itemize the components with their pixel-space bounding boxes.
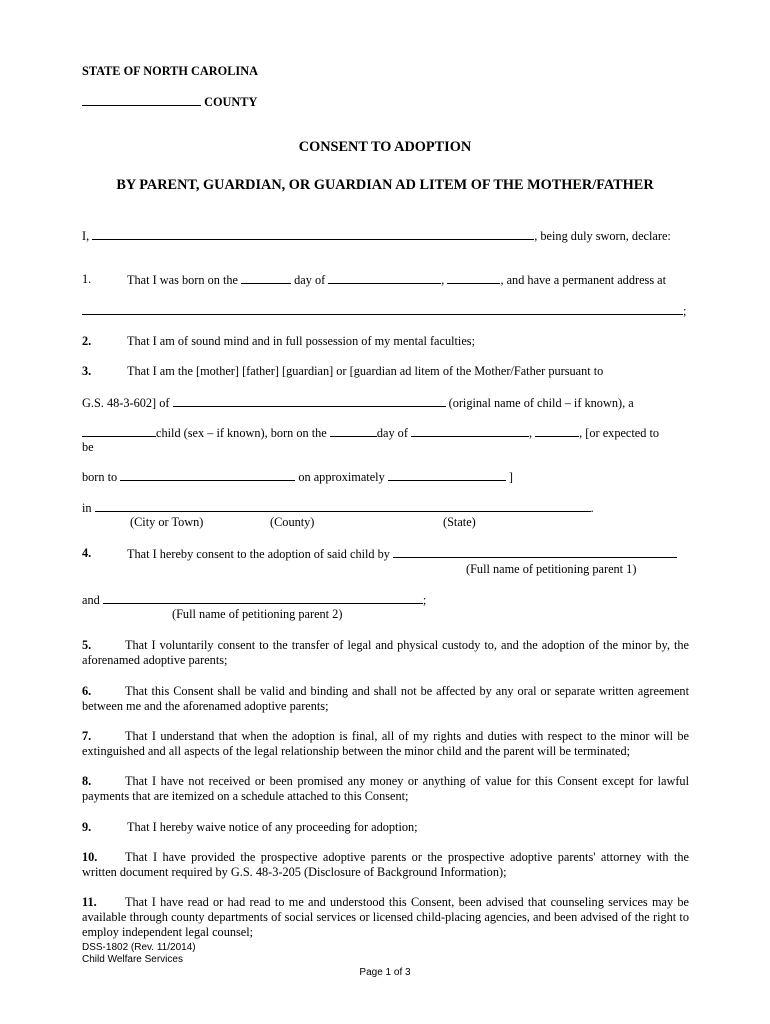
- item-6-text: That this Consent shall be valid and binding and shall not be affected by any oral or separate written agreement between me and the aforenamed adoptive parents;: [82, 684, 689, 713]
- document-subtitle: BY PARENT, GUARDIAN, OR GUARDIAN AD LITEM OF THE MOTHER/FATHER: [116, 177, 654, 193]
- item-3-line-4: born to on approximately ]: [82, 470, 514, 484]
- intro-line: [82, 228, 671, 243]
- item-10-text: That I have provided the prospective adoptive parents or the prospective adoptive parents' attorney with the written document required by G.S. 48-3-205 (Disclosure of Background Information);: [82, 850, 689, 879]
- caption-city: (City or Town): [130, 515, 204, 529]
- item-4-line-2: and ;: [82, 593, 427, 607]
- item-2-number: 2.: [82, 334, 92, 348]
- item-1-text-b: day of: [294, 273, 326, 287]
- declarant-name-blank[interactable]: [92, 228, 534, 240]
- item-6-paragraph: [82, 684, 689, 714]
- county-blank[interactable]: [82, 94, 201, 106]
- item-10-paragraph: [82, 850, 689, 880]
- item-6-number: 6.: [82, 684, 92, 698]
- item-4-text: That I hereby consent to the adoption of said child by: [127, 547, 390, 561]
- item-3-text-h: in: [82, 501, 92, 515]
- item-1-text-a: That I was born on the: [127, 273, 238, 287]
- item-1-line: That I was born on the day of , , and have a permanent address at: [127, 273, 667, 287]
- item-8-paragraph: [82, 774, 689, 804]
- item-9-text: That I hereby waive notice of any proceeding for adoption;: [127, 820, 418, 834]
- item-3-text-b: (original name of child – if known), a: [448, 396, 634, 410]
- item-9-number: 9.: [82, 820, 92, 834]
- item-3-text-d: day of: [376, 426, 408, 440]
- form-number: DSS-1802 (Rev. 11/2014): [82, 942, 196, 953]
- child-birth-day-blank[interactable]: [330, 425, 377, 437]
- intro-prefix: I,: [82, 229, 90, 243]
- item-3-text-a: G.S. 48-3-602] of: [82, 396, 170, 410]
- item-1-text-d: , and have a permanent address at: [500, 273, 667, 287]
- birth-year-blank[interactable]: [447, 272, 500, 284]
- department-name: Child Welfare Services: [82, 954, 183, 965]
- item-4-number: 4.: [82, 546, 92, 560]
- item-10-number: 10.: [82, 850, 98, 864]
- item-4-line-1: [127, 546, 677, 561]
- state-heading: STATE OF NORTH CAROLINA: [82, 64, 258, 78]
- item-3-text-g: on approximately: [298, 470, 385, 484]
- expected-date-blank[interactable]: [388, 469, 506, 481]
- item-5-number: 5.: [82, 638, 92, 652]
- item-3-be: be: [82, 440, 94, 454]
- intro-suffix: , being duly sworn, declare:: [534, 229, 671, 243]
- item-3-line-3: child (sex – if known), born on the day of , , [or expected to: [82, 425, 659, 440]
- birth-month-blank[interactable]: [328, 272, 441, 284]
- item-5-paragraph: [82, 638, 689, 668]
- item-5-text: That I voluntarily consent to the transfer of legal and physical custody to, and the adoption of the minor by, the aforenamed adoptive parents;: [82, 638, 689, 667]
- caption-petitioner-2: (Full name of petitioning parent 2): [172, 607, 343, 621]
- item-7-number: 7.: [82, 729, 92, 743]
- petitioner-2-blank[interactable]: [103, 592, 423, 604]
- item-3-line-5: in .: [82, 501, 594, 515]
- item-7-paragraph: [82, 729, 689, 759]
- item-3-text-c: child (sex – if known), born on the: [156, 426, 327, 440]
- item-3-text-e: , [or expected to: [579, 426, 660, 440]
- child-sex-blank[interactable]: [82, 425, 156, 437]
- county-line: [82, 94, 257, 109]
- item-7-text: That I understand that when the adoption is final, all of my rights and duties with respect to the minor will be extinguished and all aspects of the legal relationship between the minor child and the parent will be terminated;: [82, 729, 689, 758]
- item-3-text-f: born to: [82, 470, 118, 484]
- caption-state: (State): [443, 515, 476, 529]
- item-1-number: 1.: [82, 272, 92, 286]
- county-label: COUNTY: [204, 95, 258, 109]
- petitioner-1-blank[interactable]: [393, 546, 677, 558]
- caption-county: (County): [270, 515, 315, 529]
- item-8-text: That I have not received or been promised any money or anything of value for this Consent except for lawful payments that are itemized on a schedule attached to this Consent;: [82, 774, 689, 803]
- item-3-line-1: That I am the [mother] [father] [guardian] or [guardian ad litem of the Mother/Father pursuant to: [127, 364, 604, 378]
- page-number: Page 1 of 3: [359, 967, 411, 978]
- item-2-text: That I am of sound mind and in full possession of my mental faculties;: [127, 334, 476, 348]
- item-3-number: 3.: [82, 364, 92, 378]
- birth-day-blank[interactable]: [241, 272, 291, 284]
- child-birth-year-blank[interactable]: [535, 425, 579, 437]
- permanent-address-blank[interactable]: [82, 303, 683, 315]
- caption-petitioner-1: (Full name of petitioning parent 1): [466, 562, 637, 576]
- address-line: ;: [82, 303, 686, 318]
- item-8-number: 8.: [82, 774, 92, 788]
- document-title: CONSENT TO ADOPTION: [298, 139, 472, 155]
- birth-place-blank[interactable]: [95, 500, 591, 512]
- item-11-number: 11.: [82, 895, 97, 909]
- item-4-and: and: [82, 593, 100, 607]
- item-3-line-2: [82, 395, 634, 410]
- item-11-paragraph: [82, 895, 689, 940]
- child-name-blank[interactable]: [173, 395, 446, 407]
- item-11-text: That I have read or had read to me and understood this Consent, been advised that counseling services may be available through county departments of social services or licensed child-placing agencies, and been advised of the right to employ independent legal counsel;: [82, 895, 689, 939]
- born-to-blank[interactable]: [120, 469, 295, 481]
- child-birth-month-blank[interactable]: [411, 425, 529, 437]
